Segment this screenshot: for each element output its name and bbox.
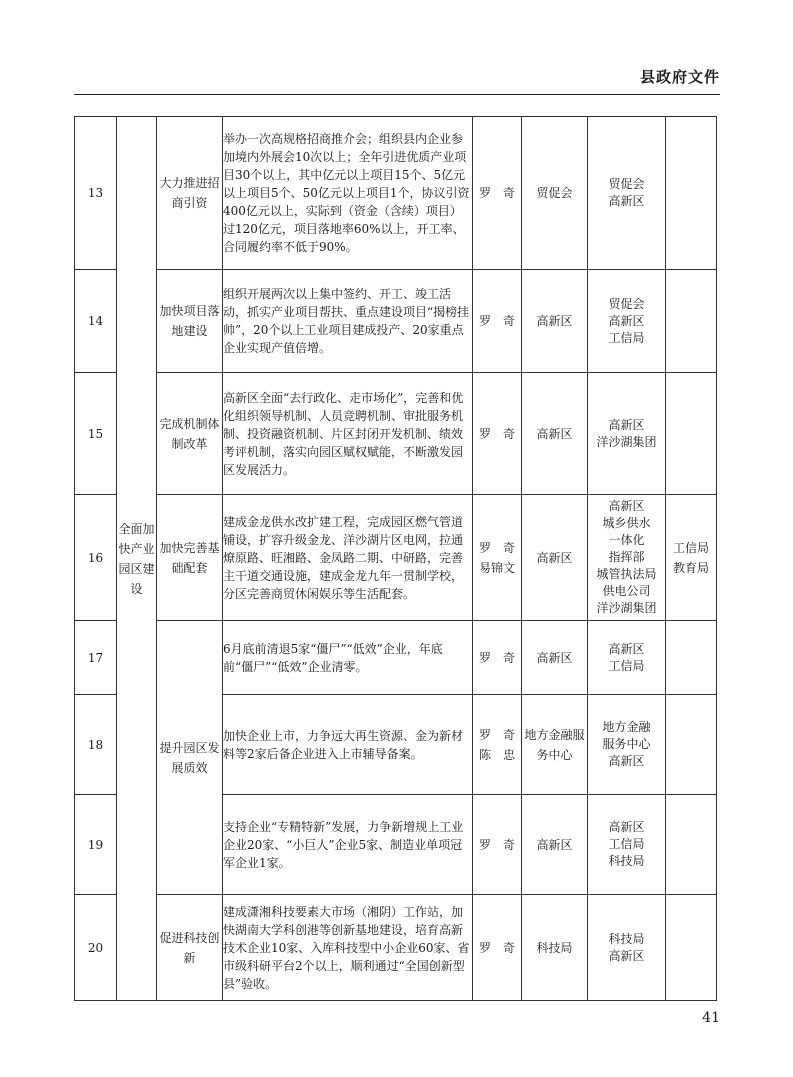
cooperating-units [666,117,717,270]
leader-cell [473,270,522,373]
responsible-unit: 高新区 [608,754,645,768]
leader-cell [473,495,522,621]
responsible-units [588,373,666,495]
task-content: 支持企业“专精特新”发展，力争新增规上工业企业20家、“小巨人”企业5家、制造业单项冠军企业1家。 [223,795,473,895]
leader-name: 罗 奇 [478,314,515,328]
row-number: 17 [75,621,117,695]
responsible-unit: 高新区 [608,641,645,656]
responsible-units [588,495,666,621]
leader-name: 陈 忠 [478,747,515,762]
cooperating-units [666,373,717,495]
lead-unit: 高新区 [522,373,588,495]
row-number: 19 [75,795,117,895]
task-content: 高新区全面“去行政化、走市场化”，完善和优化组织领导机制、人员竞聘机制、审批服务机制、投资融资机制、片区封闭开发机制、绩效考评机制，落实向园区赋权赋能，不断激发园区发展活力。 [223,373,473,495]
responsible-unit: 高新区 [608,820,645,834]
responsible-unit: 科技局 [608,931,645,946]
responsible-units [588,270,666,373]
responsible-unit: 地方金融 [602,720,651,734]
responsible-units [588,695,666,795]
task-title: 大力推进招商引资 [157,117,223,270]
table-row [75,117,717,270]
leader-cell [473,621,522,695]
responsible-unit: 洋沙湖集团 [596,601,657,615]
document-header-title: 县政府文件 [639,68,720,86]
table-row [75,270,717,373]
cooperating-units [666,495,717,621]
responsible-units [588,895,666,1001]
row-number: 14 [75,270,117,373]
lead-unit: 高新区 [522,621,588,695]
cooperating-units [666,621,717,695]
task-content: 举办一次高规格招商推介会；组织县内企业参加境内外展会10次以上；全年引进优质产业项目30个以上，其中亿元以上项目15个、5亿元以上项目5个、50亿元以上项目1个，协议引资400亿元以上，实际到（资金（含续）项目）过120亿元，项目落地率60%以上，开工率、合同履约率不低于90%。 [223,117,473,270]
leader-cell [473,895,522,1001]
task-title: 提升园区发展质效 [157,621,223,895]
task-title: 加快完善基础配套 [157,495,223,621]
row-number: 18 [75,695,117,795]
responsible-units [588,795,666,895]
leader-cell [473,695,522,795]
responsible-unit: 供电公司 [602,584,651,598]
cooperating-units [666,795,717,895]
responsible-unit: 洋沙湖集团 [596,434,657,449]
lead-unit: 科技局 [522,895,588,1001]
responsible-unit: 高新区 [608,313,645,328]
row-number: 13 [75,117,117,270]
row-number: 16 [75,495,117,621]
responsible-unit: 指挥部 [608,550,645,564]
cooperating-unit: 教育局 [672,560,709,575]
leader-cell [473,117,522,270]
cooperating-unit: 工信局 [672,540,709,555]
lead-unit: 高新区 [522,270,588,373]
responsible-unit: 高新区 [608,194,645,208]
table-row [75,373,717,495]
responsible-unit: 工信局 [608,658,645,673]
leader-name: 罗 奇 [478,540,515,555]
lead-unit: 高新区 [522,795,588,895]
responsible-unit: 贸促会 [608,296,645,311]
leader-cell [473,795,522,895]
category-cell: 全面加快产业园区建设 [117,117,157,1001]
task-content: 建成潇湘科技要素大市场（湘阴）工作站，加快湖南大学科创港等创新基地建设，培育高新技术企业10家、入库科技型中小企业60家、省市级科研平台2个以上，顺利通过“全国创新型县”验收。 [223,895,473,1001]
task-title: 促进科技创新 [157,895,223,1001]
header-divider [74,94,720,95]
row-number: 20 [75,895,117,1001]
lead-unit: 地方金融服务中心 [522,695,588,795]
cooperating-units [666,270,717,373]
leader-cell [473,373,522,495]
responsible-unit: 城乡供水 [602,516,651,530]
responsible-unit: 高新区 [608,499,645,513]
task-content: 建成金龙供水改扩建工程，完成园区燃气管道铺设，扩容升级金龙、洋沙湖片区电网，拉通燎原路、旺湘路、金凤路二期、中研路，完善主干道交通设施，建成金龙九年一贯制学校，分区完善商贸休闲娱乐等生活配套。 [223,495,473,621]
responsible-unit: 服务中心 [602,737,651,751]
task-title: 完成机制体制改革 [157,373,223,495]
lead-unit: 贸促会 [522,117,588,270]
table-row [75,895,717,1001]
leader-name: 罗 奇 [478,940,515,955]
cooperating-units [666,895,717,1001]
responsible-unit: 贸促会 [608,177,645,191]
responsible-unit: 高新区 [608,948,645,963]
task-table [74,116,717,1001]
task-content: 加快企业上市，力争远大再生资源、金为新材料等2家后备企业进入上市辅导备案。 [223,695,473,795]
responsible-unit: 工信局 [608,837,645,851]
leader-name: 罗 奇 [478,837,515,852]
row-number: 15 [75,373,117,495]
leader-name: 罗 奇 [478,186,515,200]
task-content: 组织开展两次以上集中签约、开工、竣工活动，抓实产业项目帮扶、重点建设项目“揭榜挂帅”，20个以上工业项目建成投产、20家重点企业实现产值倍增。 [223,270,473,373]
responsible-units [588,117,666,270]
task-content: 6月底前清退5家“僵尸”“低效”企业，年底前“僵尸”“低效”企业清零。 [223,621,473,695]
responsible-unit: 工信局 [608,330,645,345]
responsible-unit: 科技局 [608,854,645,868]
leader-name: 易锦文 [478,560,515,575]
cooperating-units [666,695,717,795]
responsible-units [588,621,666,695]
leader-name: 罗 奇 [478,426,515,441]
page-number: 41 [702,1010,720,1026]
leader-name: 罗 奇 [478,650,515,665]
task-title: 加快项目落地建设 [157,270,223,373]
responsible-unit: 城管执法局 [596,567,657,581]
lead-unit: 高新区 [522,495,588,621]
table-row [75,621,717,695]
leader-name: 罗 奇 [478,727,515,742]
responsible-unit: 一体化 [608,533,645,547]
table-row [75,495,717,621]
responsible-unit: 高新区 [608,417,645,432]
